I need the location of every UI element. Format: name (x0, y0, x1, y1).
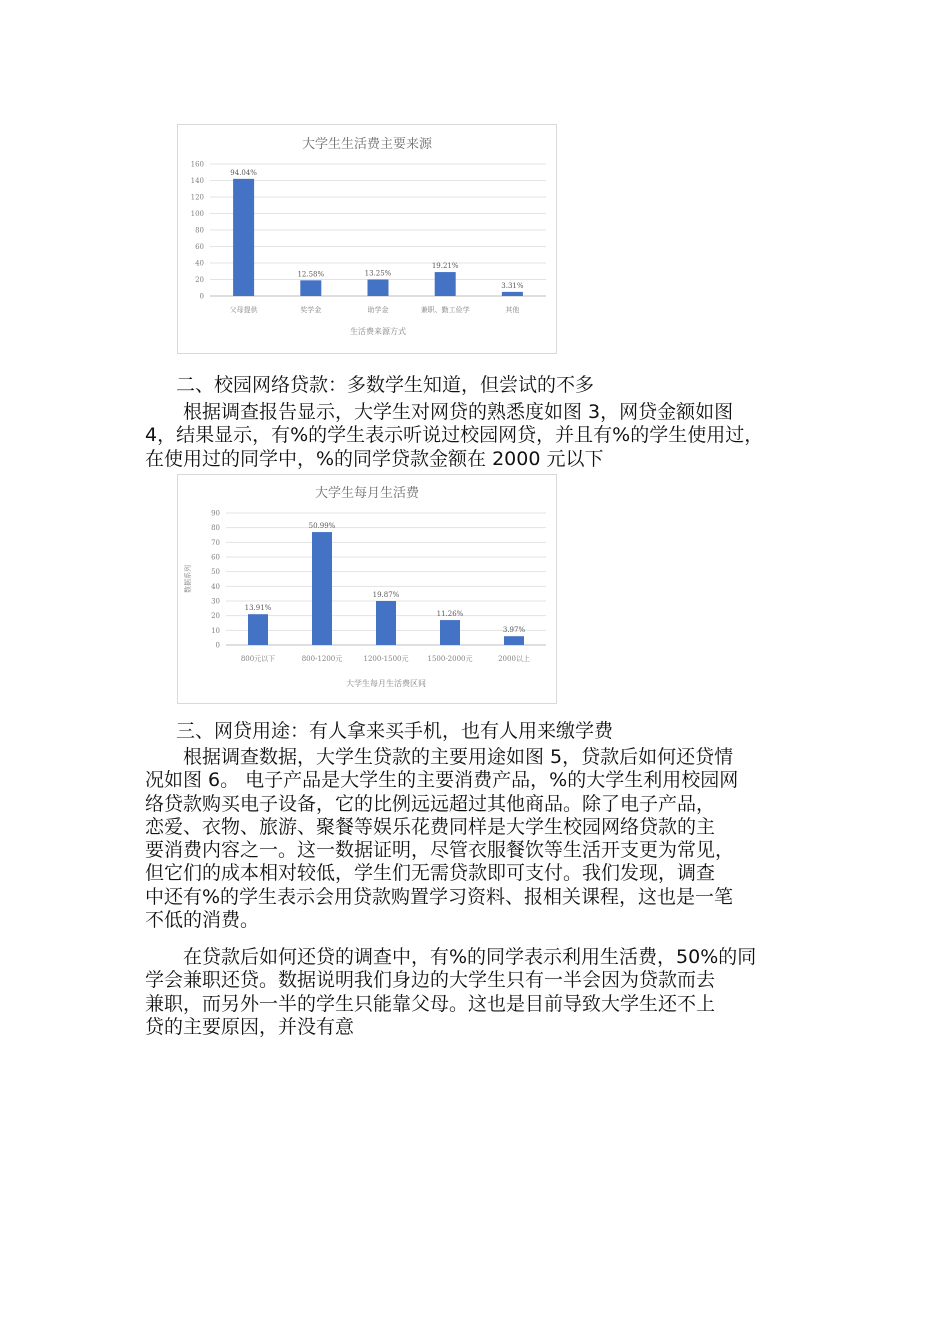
y-tick-label: 120 (190, 193, 204, 202)
x-tick-label: 奖学金 (300, 306, 322, 314)
bar (368, 280, 389, 297)
y-tick-label: 80 (195, 226, 204, 235)
y-tick-label: 80 (211, 524, 220, 533)
y-tick-label: 0 (215, 641, 220, 650)
text-line: 络贷款购买电子设备，它的比例远远超过其他商品。除了电子产品， (145, 792, 716, 815)
x-tick-label: 兼职、勤工俭学 (420, 306, 470, 314)
y-tick-label: 30 (211, 597, 220, 606)
section-heading-loan-usage: 三、网贷用途：有人拿来买手机，也有人用来缴学费 (176, 720, 614, 742)
y-tick-label: 70 (211, 538, 220, 547)
y-tick-label: 90 (211, 509, 220, 518)
y-tick-label: 100 (190, 210, 204, 218)
data-label: 19.21% (431, 262, 459, 271)
y-tick-label: 50 (211, 568, 220, 577)
text-line: 兼职，而另外一半的学生只能靠父母。这也是目前导致大学生还不上 (145, 992, 716, 1015)
text-line: 恋爱、衣物、旅游、聚餐等娱乐花费同样是大学生校园网络贷款的主 (145, 815, 716, 838)
text-line: 但它们的成本相对较低，学生们无需贷款即可支付。我们发现，调查 (145, 862, 716, 885)
chart2-svg (178, 475, 556, 703)
data-label: 94.04% (230, 168, 257, 177)
text-line: 根据调查数据，大学生贷款的主要用途如图 5，贷款后如何还贷情 (145, 746, 734, 768)
y-tick-label: 140 (190, 177, 204, 185)
chart1-svg (178, 125, 556, 353)
section-heading-campus-loan: 二、校园网络贷款：多数学生知道，但尝试的不多 (176, 374, 595, 396)
chart-living-expense-source (177, 124, 557, 354)
x-tick-label: 父母提供 (229, 306, 258, 314)
y-tick-label: 40 (211, 582, 220, 591)
data-label: 50.99% (308, 522, 336, 531)
bar (440, 620, 460, 645)
paragraph-loan-usage (145, 746, 825, 932)
data-label: 3.97% (502, 626, 526, 635)
bar (312, 532, 332, 645)
x-tick-label: 1200-1500元 (363, 655, 409, 663)
bar (502, 292, 523, 296)
y-tick-label: 10 (211, 626, 220, 635)
bar (376, 601, 396, 645)
x-tick-label: 800元以下 (240, 655, 276, 663)
x-tick-label: 1500-2000元 (427, 655, 473, 663)
chart-title: 大学生生活费主要来源 (301, 137, 433, 152)
y-tick-label: 20 (195, 276, 204, 284)
paragraph-loan-familiarity (145, 401, 825, 471)
y-tick-label: 0 (199, 292, 204, 301)
chart-monthly-living-expense (177, 474, 557, 704)
data-label: 13.91% (244, 604, 272, 613)
data-label: 19.87% (372, 591, 400, 599)
y-tick-label: 20 (211, 612, 220, 621)
data-label: 3.31% (501, 281, 524, 290)
text-line: 在使用过的同学中，%的同学贷款金额在 2000 元以下 (145, 447, 604, 470)
text-line: 在贷款后如何还贷的调查中，有%的同学表示利用生活费，50%的同 (145, 946, 757, 968)
text-line: 4，结果显示，有%的学生表示听说过校园网贷，并且有%的学生使用过， (145, 424, 764, 447)
text-line: 学会兼职还贷。数据说明我们身边的大学生只有一半会因为贷款而去 (145, 969, 716, 992)
bar (248, 614, 268, 645)
text-line: 不低的消费。 (145, 909, 260, 932)
y-tick-label: 160 (190, 160, 204, 169)
bar (233, 179, 254, 296)
paragraph-repayment (145, 946, 825, 1039)
x-axis-label: 大学生每月生活费区间 (346, 679, 426, 688)
text-line: 根据调查报告显示，大学生对网贷的熟悉度如图 3，网贷金额如图 (145, 401, 734, 423)
x-tick-label: 其他 (505, 306, 520, 314)
text-line: 况如图 6。 电子产品是大学生的主要消费产品，%的大学生利用校园网 (145, 769, 739, 792)
data-label: 11.26% (436, 610, 464, 619)
data-label: 13.25% (364, 269, 392, 278)
text-line: 贷的主要原因，并没有意 (145, 1015, 355, 1038)
y-tick-label: 40 (195, 259, 204, 268)
data-label: 12.58% (297, 270, 325, 279)
text-line: 要消费内容之一。这一数据证明，尽管衣服餐饮等生活开支更为常见， (145, 839, 735, 862)
x-tick-label: 800-1200元 (301, 655, 343, 663)
y-tick-label: 60 (195, 243, 204, 251)
x-tick-label: 助学金 (367, 306, 389, 314)
bar (435, 272, 456, 296)
x-axis-label: 生活费来源方式 (350, 327, 406, 336)
bar (504, 636, 524, 645)
y-axis-label: 数据系列 (184, 565, 192, 593)
text-line: 中还有%的学生表示会用贷款购置学习资料、报相关课程，这也是一笔 (145, 885, 734, 908)
chart-title: 大学生每月生活费 (314, 486, 420, 501)
y-tick-label: 60 (211, 553, 220, 562)
bar (300, 280, 321, 296)
x-tick-label: 2000以上 (498, 655, 530, 663)
